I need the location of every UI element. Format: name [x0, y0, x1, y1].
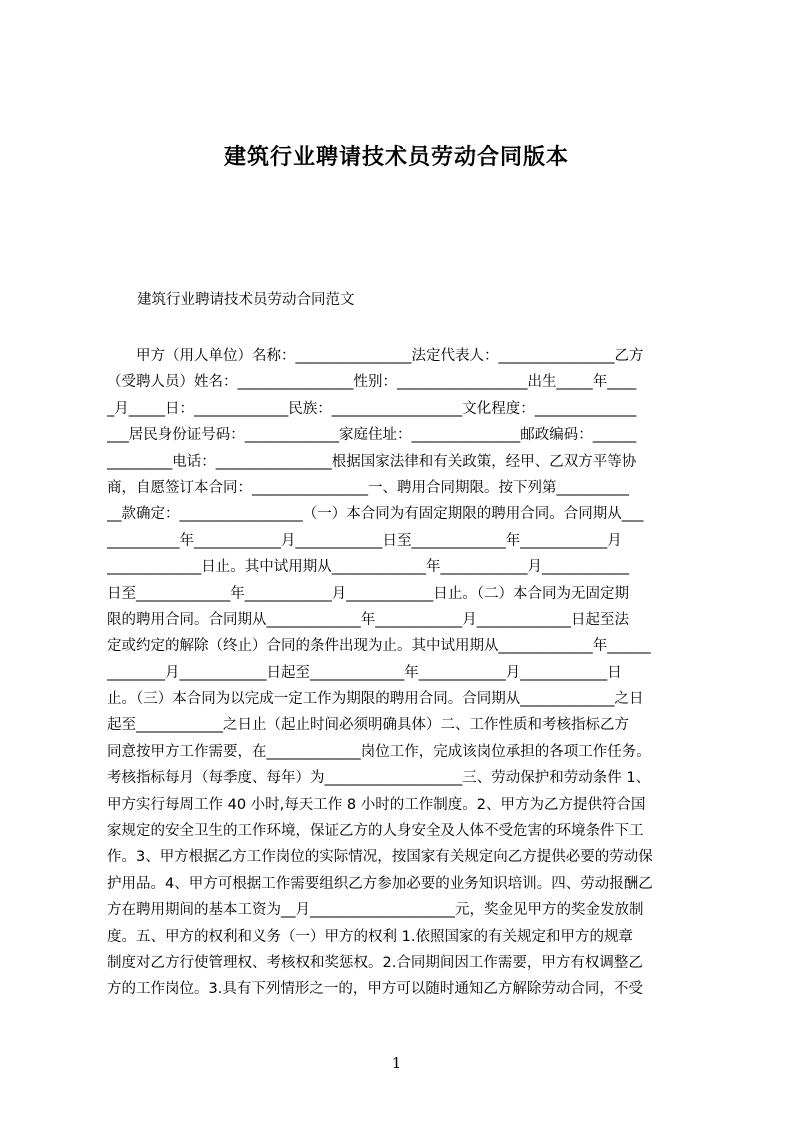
body-text-line: _________电话：________________根据国家法律和有关政策，经甲、乙双方平等协: [107, 453, 637, 470]
document-body: [107, 343, 697, 1003]
body-text-line: 定或约定的解除（终止）合同的条件出现为止。其中试用期从_____________年______: [107, 638, 651, 655]
body-text-line: 甲方（用人单位）名称：________________法定代表人：________________乙方: [107, 348, 644, 364]
body-text-line: 方的工作岗位。3.具有下列情形之一的，甲方可以随时通知乙方解除劳动合同，不受: [107, 981, 643, 998]
body-text-line: 甲方实行每周工作 40 小时,每天工作 8 小时的工作制度。2、甲方为乙方提供符合国: [107, 796, 646, 813]
body-text-line: 考核指标每月（每季度、每年）为___________________三、劳动保护和劳动条件 1、: [107, 770, 651, 787]
body-text-line: __________年____________月____________日至_____________年____________月: [107, 532, 622, 549]
body-text-line: 家规定的安全卫生的工作环境，保证乙方的人身安全及人体不受危害的环境条件下工: [107, 823, 644, 840]
body-text-line: 制度对乙方行使管理权、考核权和奖惩权。2.合同期间因工作需要，甲方有权调整乙: [107, 954, 643, 971]
body-text-line: 护用品。4、甲方可根据工作需要组织乙方参加必要的业务知识培训。四、劳动报酬乙: [107, 875, 653, 892]
body-text-line: ________月____________日起至_____________年____________月____________日: [107, 664, 622, 681]
body-text-line: ___居民身份证号码：_____________家庭住址：_______________邮政编码：______: [107, 427, 637, 444]
document-title: 建筑行业聘请技术员劳动合同版本: [223, 145, 569, 170]
page-number: 1: [391, 1054, 402, 1072]
body-text-line: _月_____日：_____________民族：__________________文化程度：______________: [107, 400, 637, 417]
body-text-line: 度。五、甲方的权利和义务（一）甲方的权利 1.依照国家的有关规定和甲方的规章: [107, 928, 633, 945]
body-text-line: 方在聘用期间的基本工资为__月____________________元，奖金见甲方的奖金发放制: [107, 902, 644, 919]
body-text-line: 商，自愿签订本合同：________________一、聘用合同期限。按下列第__________: [107, 479, 629, 496]
body-text-line: 同意按甲方工作需要，在_____________岗位工作，完成该岗位承担的各项工作任务。: [107, 743, 651, 760]
body-text-line: 作。3、甲方根据乙方工作岗位的实际情况，按国家有关规定向乙方提供必要的劳动保: [107, 849, 653, 866]
body-text-line: 起至____________之日止（起止时间必须明确具体）二、工作性质和考核指标乙方: [107, 717, 629, 734]
body-text-line: 止。（三）本合同为以完成一定工作为期限的聘用合同。合同期从_____________之日: [107, 691, 644, 708]
body-text-line: 日至_____________年____________月____________日止。（二）本合同为无固定期: [107, 585, 629, 602]
body-text-line: __款确定：_________________（一）本合同为有固定期限的聘用合同。合同期从___: [107, 506, 644, 523]
document-subtitle: 建筑行业聘请技术员劳动合同范文: [137, 292, 355, 308]
body-text-line: 限的聘用合同。合同期从_____________年____________月_____________日起至法: [107, 611, 629, 628]
body-text-line: （受聘人员）姓名：________________性别：__________________出生_____年____: [107, 374, 637, 391]
body-text-line: _____________日止。其中试用期从_____________年____________月____________: [107, 559, 629, 576]
